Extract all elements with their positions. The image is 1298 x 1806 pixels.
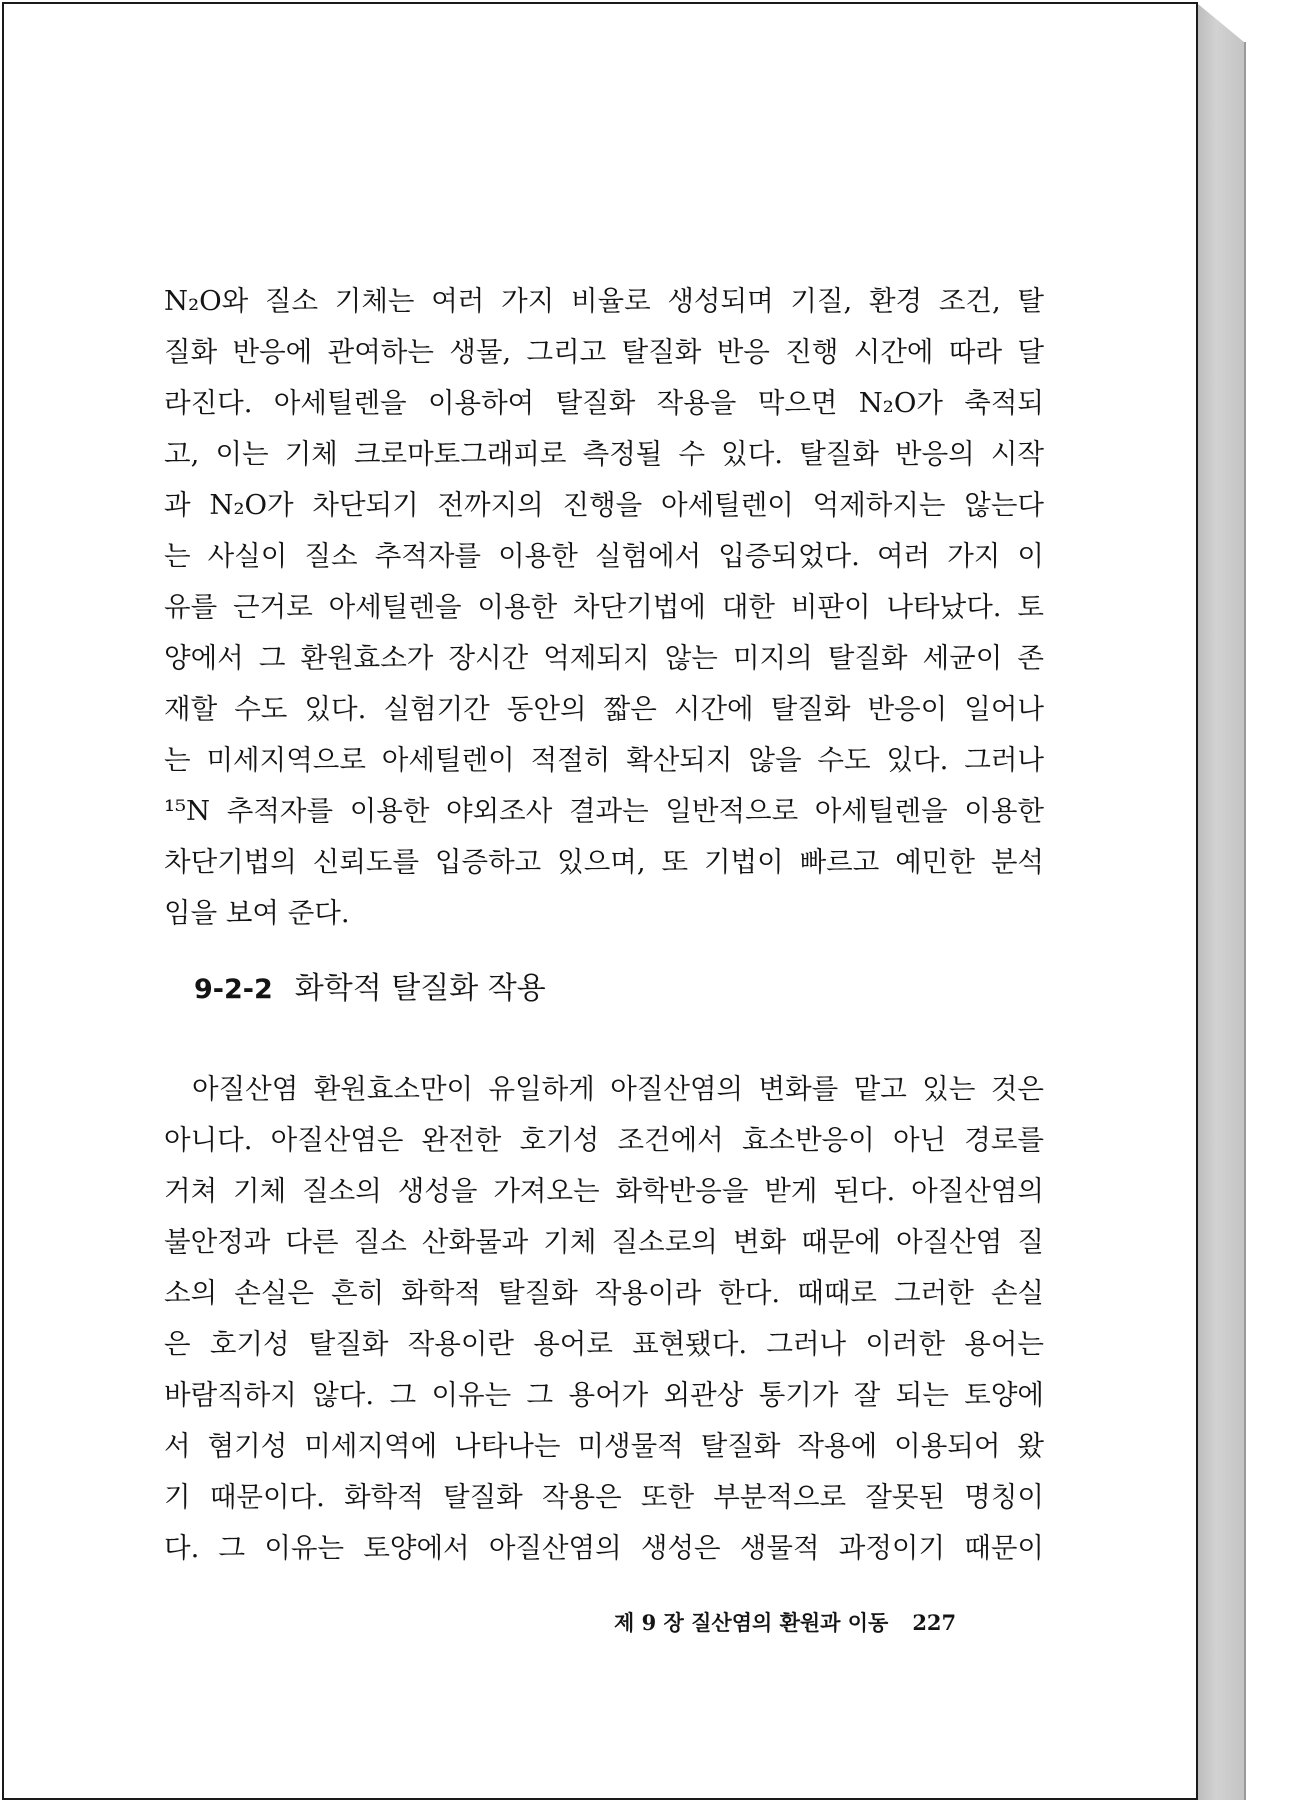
section-title: 화학적 탈질화 작용 [294, 971, 546, 1006]
text-line: N₂O와 질소 기체는 여러 가지 비율로 생성되며 기질, 환경 조건, 탈 [164, 285, 1044, 317]
text-line: 아질산염 환원효소만이 유일하게 아질산염의 변화를 맡고 있는 것은 [192, 1073, 1044, 1105]
text-line: 은 호기성 탈질화 작용이란 용어로 표현됐다. 그러나 이러한 용어는 [164, 1328, 1044, 1360]
text-line: 거쳐 기체 질소의 생성을 가져오는 화학반응을 받게 된다. 아질산염의 [164, 1175, 1044, 1207]
text-line: 양에서 그 환원효소가 장시간 억제되지 않는 미지의 탈질화 세균이 존 [164, 642, 1044, 674]
chapter-title: 제 9 장 질산염의 환원과 이동 [614, 1610, 889, 1635]
running-footer [614, 1606, 956, 1640]
text-line: 아니다. 아질산염은 완전한 호기성 조건에서 효소반응이 아닌 경로를 [164, 1124, 1044, 1156]
text-line: 바람직하지 않다. 그 이유는 그 용어가 외관상 통기가 잘 되는 토양에 [164, 1379, 1044, 1411]
text-line: 고, 이는 기체 크로마토그래피로 측정될 수 있다. 탈질화 반응의 시작 [164, 438, 1044, 470]
text-line: 기 때문이다. 화학적 탈질화 작용은 또한 부분적으로 잘못된 명칭이 [164, 1481, 1044, 1513]
text-line: 라진다. 아세틸렌을 이용하여 탈질화 작용을 막으면 N₂O가 축적되 [164, 387, 1044, 419]
text-line: 서 혐기성 미세지역에 나타나는 미생물적 탈질화 작용에 이용되어 왔 [164, 1430, 1044, 1462]
text-line: 는 미세지역으로 아세틸렌이 적절히 확산되지 않을 수도 있다. 그러나 [164, 744, 1044, 776]
section-heading [194, 964, 546, 1014]
page-number: 227 [912, 1610, 957, 1635]
text-line: 차단기법의 신뢰도를 입증하고 있으며, 또 기법이 빠르고 예민한 분석 [164, 846, 1044, 878]
text-line: 다. 그 이유는 토양에서 아질산염의 생성은 생물적 과정이기 때문이 [164, 1532, 1044, 1564]
text-line: 소의 손실은 흔히 화학적 탈질화 작용이라 한다. 때때로 그러한 손실 [164, 1277, 1044, 1309]
text-line: 재할 수도 있다. 실험기간 동안의 짧은 시간에 탈질화 반응이 일어나 [164, 693, 1044, 725]
book-page-edges [1198, 4, 1244, 1800]
text-line: ¹⁵N 추적자를 이용한 야외조사 결과는 일반적으로 아세틸렌을 이용한 [164, 795, 1044, 827]
book-edge-line [1244, 42, 1246, 1800]
paragraph-1 [164, 276, 1044, 939]
text-line: 는 사실이 질소 추적자를 이용한 실험에서 입증되었다. 여러 가지 이 [164, 540, 1044, 572]
text-line: 유를 근거로 아세틸렌을 이용한 차단기법에 대한 비판이 나타났다. 토 [164, 591, 1044, 623]
text-line: 질화 반응에 관여하는 생물, 그리고 탈질화 반응 진행 시간에 따라 달 [164, 336, 1044, 368]
section-number: 9-2-2 [194, 974, 273, 1005]
text-line: 불안정과 다른 질소 산화물과 기체 질소로의 변화 때문에 아질산염 질 [164, 1226, 1044, 1258]
text-line: 임을 보여 준다. [164, 897, 350, 929]
text-line: 과 N₂O가 차단되기 전까지의 진행을 아세틸렌이 억제하지는 않는다 [164, 489, 1044, 521]
paragraph-2 [164, 1064, 1044, 1574]
book-page [2, 2, 1198, 1800]
